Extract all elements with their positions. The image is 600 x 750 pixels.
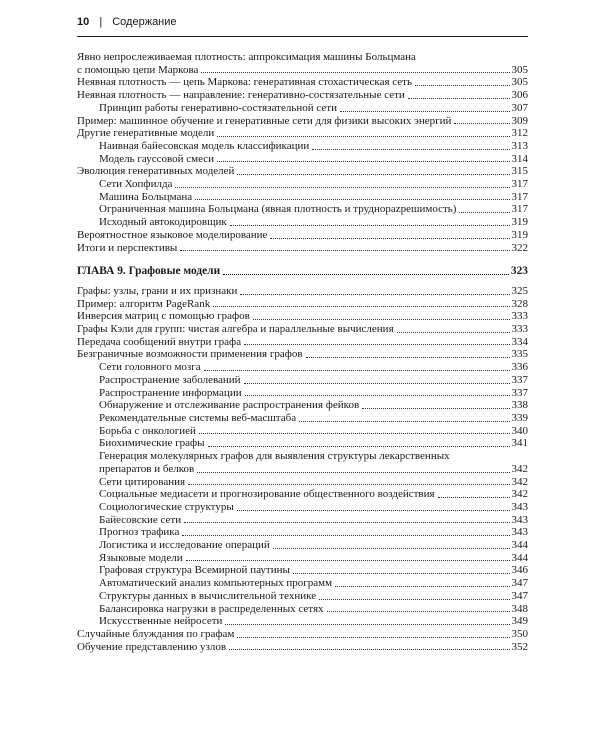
toc-entry-title: Исходный автокодировщик: [99, 216, 227, 229]
dot-leader: [201, 72, 509, 73]
dot-leader: [182, 535, 509, 536]
dot-leader: [237, 174, 509, 175]
toc-entry-title: Обнаружение и отслеживание распространения фейков: [99, 399, 360, 412]
toc-entry[interactable]: [77, 242, 528, 255]
toc-entry[interactable]: [77, 216, 528, 229]
toc-entry-page: 350: [511, 627, 528, 640]
toc-entry-page: 322: [511, 241, 528, 254]
toc-entry-title: Распространение заболеваний: [99, 373, 241, 386]
toc-entry-line[interactable]: Явно непрослеживаемая плотность: аппроксимация машины Больцмана: [77, 51, 416, 63]
toc-entry-title: Логистика и исследование операций: [99, 539, 270, 552]
dot-leader: [244, 383, 510, 384]
toc-entry-title: препаратов и белков: [99, 462, 195, 475]
toc-entry-page: 315: [511, 165, 528, 178]
toc-entry-title: Сети Хопфилда: [99, 178, 173, 191]
toc-entry[interactable]: [77, 590, 528, 603]
toc-entry-title: Прогноз трафика: [99, 526, 180, 539]
dot-leader: [335, 586, 509, 587]
toc-entry[interactable]: [77, 463, 528, 476]
dot-leader: [397, 332, 510, 333]
toc-entry[interactable]: [77, 89, 528, 102]
running-header: [77, 14, 527, 30]
dot-leader: [195, 199, 509, 200]
toc-entry-page: 344: [511, 551, 528, 564]
dot-leader: [217, 161, 509, 162]
toc-entry[interactable]: [77, 310, 528, 323]
toc-entry[interactable]: [77, 488, 528, 501]
dot-leader: [217, 136, 509, 137]
toc-entry[interactable]: [77, 285, 528, 298]
toc-entry[interactable]: [77, 514, 528, 527]
section-title: Содержание: [112, 16, 177, 28]
toc-entry-title: Другие генеративные модели: [77, 127, 215, 140]
toc-entry-page: 343: [511, 513, 528, 526]
toc-entry[interactable]: [77, 374, 528, 387]
dot-leader: [438, 497, 510, 498]
toc-entry[interactable]: [77, 425, 528, 438]
toc-entry-page: 307: [511, 101, 528, 114]
page-number: 10: [77, 16, 90, 28]
toc-entry[interactable]: [77, 387, 528, 400]
chapter-page: 323: [510, 265, 528, 278]
dot-leader: [230, 225, 510, 226]
toc-entry-title: Рекомендательные системы веб-масштаба: [99, 411, 297, 424]
dot-leader: [204, 370, 510, 371]
dot-leader: [197, 472, 509, 473]
toc-entry-page: 309: [511, 114, 528, 127]
dot-leader: [245, 395, 510, 396]
toc-entry-title: Сети цитирования: [99, 475, 186, 488]
toc-entry-page: 348: [511, 602, 528, 615]
dot-leader: [237, 637, 509, 638]
toc-entry[interactable]: [77, 628, 528, 641]
toc-entry-page: 317: [511, 178, 528, 191]
toc-entry-title: Борьба с онкологией: [99, 424, 196, 437]
toc-entry-page: 349: [511, 615, 528, 628]
dot-leader: [199, 433, 510, 434]
toc-entry-title: Ограниченная машина Больцмана (явная плотность и труднорazрешимость): [99, 203, 457, 216]
toc-entry-page: 340: [511, 424, 528, 437]
toc-entry-page: 333: [511, 323, 528, 336]
dot-leader: [253, 319, 510, 320]
toc-entry-title: Эволюция генеративных моделей: [77, 165, 235, 178]
toc-entry[interactable]: [77, 127, 528, 140]
toc-entry-page: 339: [511, 411, 528, 424]
toc-entry-title: Автоматический анализ компьютерных программ: [99, 577, 333, 590]
toc-entry-page: 341: [511, 437, 528, 450]
toc-entry-title: Искусственные нейросети: [99, 615, 223, 628]
toc-entry-page: 342: [511, 488, 528, 501]
toc-entry-title: Модель гауссовой смеси: [99, 152, 215, 165]
toc-entry-page: 313: [511, 139, 528, 152]
toc-entry-page: 344: [511, 539, 528, 552]
toc-entry-page: 334: [511, 335, 528, 348]
toc-entry-title: Наивная байесовская модель классификации: [99, 139, 310, 152]
dot-leader: [306, 357, 510, 358]
dot-leader: [180, 250, 509, 251]
toc-entry[interactable]: [77, 102, 528, 115]
toc-entry-title: Графы: узлы, грани и их признаки: [77, 284, 238, 297]
toc-entry-page: 319: [511, 228, 528, 241]
toc-entry-page: 335: [511, 348, 528, 361]
toc-entry-title: Распространение информации: [99, 386, 242, 399]
dot-leader: [223, 274, 509, 275]
toc-entry-page: 306: [511, 89, 528, 102]
chapter-title: ГЛАВА 9. Графовые модели: [77, 265, 221, 278]
toc-entry-page: 343: [511, 500, 528, 513]
toc-entry[interactable]: [77, 539, 528, 552]
toc-entry-title: Биохимические графы: [99, 437, 205, 450]
toc-entry-title: Языковые модели: [99, 551, 183, 564]
dot-leader: [213, 306, 509, 307]
dot-leader: [188, 484, 509, 485]
toc-entry-title: Передача сообщений внутри графа: [77, 335, 242, 348]
toc-entry[interactable]: [77, 165, 528, 178]
toc-entry[interactable]: [77, 203, 528, 216]
toc-entry-page: 337: [511, 386, 528, 399]
toc-entry[interactable]: [77, 577, 528, 590]
toc-entry-title: Социологические структуры: [99, 500, 234, 513]
toc-entry-page: 317: [511, 190, 528, 203]
toc-entry-title: Социальные медиасети и прогнозирование общественного воздействия: [99, 488, 435, 501]
toc-entry-page: 347: [511, 577, 528, 590]
toc-entry-page: 317: [511, 203, 528, 216]
toc-entry-page: 347: [511, 589, 528, 602]
toc-entry[interactable]: [77, 476, 528, 489]
dot-leader: [244, 344, 509, 345]
toc-entry[interactable]: [77, 437, 528, 450]
toc-entry[interactable]: [77, 336, 528, 349]
toc-entry-page: 314: [511, 152, 528, 165]
toc-part-2: [77, 285, 528, 653]
header-separator: |: [99, 16, 103, 28]
toc-entry-page: 346: [511, 564, 528, 577]
header-rule: [77, 36, 528, 37]
dot-leader: [340, 111, 510, 112]
toc-entry-title: Машина Больцмана: [99, 190, 193, 203]
dot-leader: [240, 294, 509, 295]
toc-entry-title: Неявная плотность — направление: генеративно-состязательные сети: [77, 89, 405, 102]
toc-entry[interactable]: [77, 603, 528, 616]
toc-entry-page: 325: [511, 284, 528, 297]
toc-entry[interactable]: [77, 115, 528, 128]
toc-entry-page: 352: [511, 640, 528, 653]
toc-entry-title: Графы Кэли для групп: чистая алгебра и параллельные вычисления: [77, 323, 394, 336]
toc-entry-page: 333: [511, 310, 528, 323]
dot-leader: [319, 599, 509, 600]
toc-entry[interactable]: [77, 564, 528, 577]
dot-leader: [175, 187, 509, 188]
toc-entry-title: Неявная плотность — цепь Маркова: генеративная стохастическая сеть: [77, 76, 413, 89]
dot-leader: [312, 149, 509, 150]
dot-leader: [229, 649, 509, 650]
toc-entry-title: Структуры данных в вычислительной технике: [99, 589, 317, 602]
dot-leader: [208, 446, 510, 447]
dot-leader: [327, 611, 510, 612]
toc-chapter-heading[interactable]: [77, 265, 528, 278]
toc-entry[interactable]: [77, 615, 528, 628]
toc-entry[interactable]: [77, 191, 528, 204]
toc-entry-page: 342: [511, 475, 528, 488]
toc-entry[interactable]: [77, 153, 528, 166]
dot-leader: [270, 238, 509, 239]
dot-leader: [454, 123, 509, 124]
toc-entry[interactable]: [77, 298, 528, 311]
dot-leader: [293, 573, 510, 574]
toc-entry-page: 305: [511, 63, 528, 76]
toc-entry-page: 319: [511, 216, 528, 229]
toc-entry[interactable]: [77, 229, 528, 242]
toc-entry-page: 338: [511, 399, 528, 412]
toc-entry[interactable]: [77, 178, 528, 191]
toc-entry[interactable]: [77, 412, 528, 425]
toc-entry-page: 312: [511, 127, 528, 140]
toc-entry[interactable]: [77, 399, 528, 412]
dot-leader: [184, 522, 509, 523]
toc-entry-title: Обучение представлению узлов: [77, 640, 227, 653]
toc-entry-title: Графовая структура Всемирной паутины: [99, 564, 290, 577]
toc-entry-page: 336: [511, 361, 528, 374]
toc-entry-title: Вероятностное языковое моделирование: [77, 228, 268, 241]
toc-entry-title: с помощью цепи Маркова: [77, 63, 199, 76]
toc-entry-title: Безграничные возможности применения графов: [77, 348, 303, 361]
dot-leader: [362, 408, 509, 409]
toc-entry-title: Итоги и перспективы: [77, 241, 178, 254]
toc-entry[interactable]: [77, 552, 528, 565]
toc-entry[interactable]: [77, 64, 528, 77]
dot-leader: [237, 510, 510, 511]
toc-entry-title: Пример: машинное обучение и генеративные сети для физики высоких энергий: [77, 114, 452, 127]
toc-entry[interactable]: [77, 641, 528, 654]
dot-leader: [186, 560, 510, 561]
toc-part-1: [77, 51, 528, 254]
toc-entry-title: Байесовские сети: [99, 513, 182, 526]
toc-entry[interactable]: [77, 501, 528, 514]
toc-entry-line[interactable]: Генерация молекулярных графов для выявления структуры лекарственных: [99, 450, 450, 463]
toc-entry[interactable]: [77, 348, 528, 361]
toc-entry[interactable]: [77, 361, 528, 374]
toc-entry-title: Балансировка нагрузки в распределенных сетях: [99, 602, 324, 615]
toc-entry-page: 328: [511, 297, 528, 310]
toc-entry[interactable]: [77, 323, 528, 336]
toc-entry-page: 337: [511, 373, 528, 386]
dot-leader: [225, 624, 509, 625]
toc-entry-page: 343: [511, 526, 528, 539]
dot-leader: [273, 548, 510, 549]
toc-entry-page: 342: [511, 462, 528, 475]
toc-entry-title: Пример: алгоритм PageRank: [77, 297, 211, 310]
dot-leader: [415, 85, 509, 86]
toc-entry-page: 305: [511, 76, 528, 89]
dot-leader: [459, 212, 509, 213]
toc-entry-title: Принцип работы генеративно-состязательной сети: [99, 101, 337, 114]
toc-entry[interactable]: [77, 140, 528, 153]
toc-entry-title: Инверсия матриц с помощью графов: [77, 310, 250, 323]
dot-leader: [408, 98, 510, 99]
toc-entry-title: Случайные блуждания по графам: [77, 627, 235, 640]
toc-entry[interactable]: [77, 76, 528, 89]
table-of-contents: [77, 51, 528, 653]
toc-entry-title: Сети головного мозга: [99, 361, 201, 374]
toc-entry[interactable]: [77, 526, 528, 539]
dot-leader: [299, 421, 509, 422]
